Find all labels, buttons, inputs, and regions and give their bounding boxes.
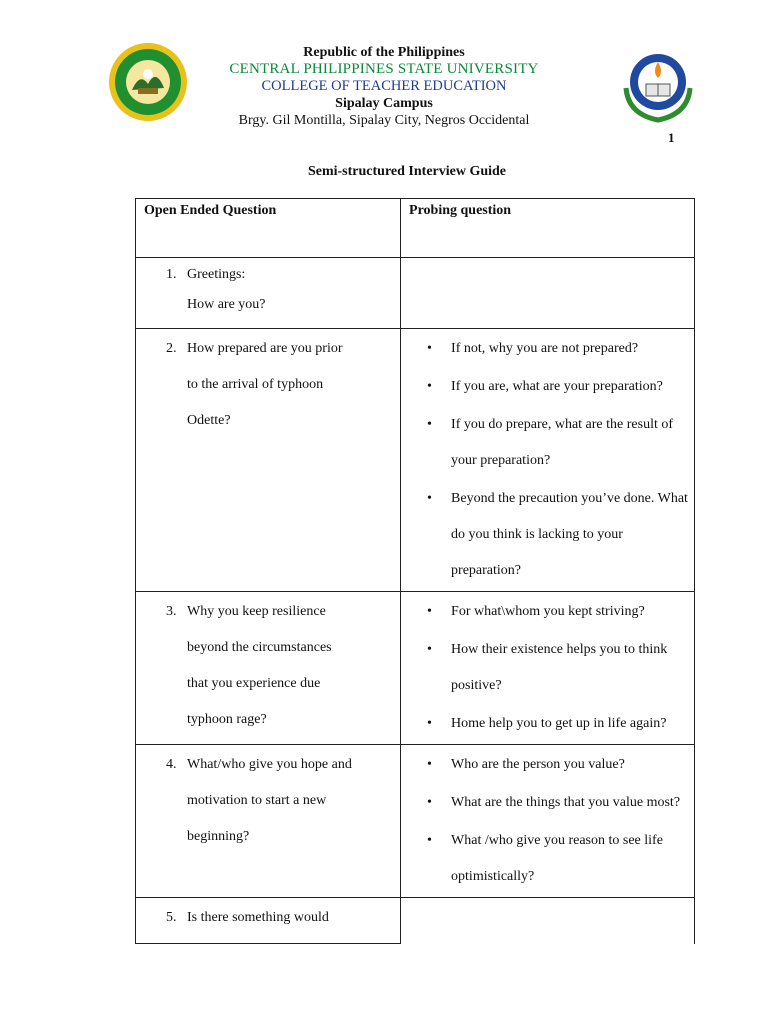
question-line: that you experience due [187,676,321,691]
probe-item: • Home help you to get up in life again? [451,706,688,742]
col-header-open-ended: Open Ended Question [136,199,401,258]
letterhead [0,44,768,129]
question-number: 5. [166,910,177,925]
question-line: beginning? [187,829,250,844]
probe-list [401,592,694,742]
question-line: What/who give you hope and [187,757,352,772]
document-title: Semi-structured Interview Guide [307,164,507,179]
probe-cell [401,258,695,329]
page-number: 1 [668,130,675,145]
probe-item: • Beyond the precaution you’ve done. What do you think is lacking to your preparation? [451,481,688,589]
table-row [136,329,695,592]
probe-item: • For what\whom you kept striving? [451,594,688,630]
probe-list [401,745,694,895]
question-line: Is there something would [187,910,329,925]
question-line: motivation to start a new [187,793,327,808]
question-cell [136,745,401,898]
probe-item: • If not, why you are not prepared? [451,331,688,367]
question-cell [136,329,401,592]
college-name: COLLEGE OF TEACHER EDUCATION [261,78,507,94]
campus-address: Brgy. Gil Montilla, Sipalay City, Negros Occidental [238,113,530,128]
probe-item: • If you do prepare, what are the result of your preparation? [451,407,688,479]
question-line: to the arrival of typhoon [187,377,324,392]
question-line: typhoon rage? [187,712,267,727]
probe-cell [401,329,695,592]
probe-item: • How their existence helps you to think positive? [451,632,688,704]
question-number: 3. [166,604,177,619]
probe-item: • Who are the person you value? [451,747,688,783]
question-cell [136,898,401,944]
table-row [136,258,695,329]
probe-item: • What /who give you reason to see life optimistically? [451,823,688,895]
question-line: Why you keep resilience [187,604,326,619]
question-number: 2. [166,341,177,356]
col-header-probing: Probing question [401,199,695,258]
question-line: How are you? [187,297,266,312]
interview-guide-table [135,198,695,944]
probe-item: • If you are, what are your preparation? [451,369,688,405]
table-header-row [136,199,695,258]
university-name: CENTRAL PHILIPPINES STATE UNIVERSITY [229,61,539,77]
question-number: 4. [166,757,177,772]
campus-name: Sipalay Campus [335,96,433,111]
question-line: Odette? [187,413,231,428]
probe-cell [401,898,695,944]
question-cell [136,258,401,329]
probe-cell [401,745,695,898]
probe-list [401,329,694,589]
probe-item: • What are the things that you value most? [451,785,688,821]
table-row [136,898,695,944]
question-number: 1. [166,267,177,282]
table-row [136,592,695,745]
republic-line: Republic of the Philippines [303,45,465,60]
question-line: How prepared are you prior [187,341,343,356]
question-line: Greetings: [187,267,246,282]
question-line: beyond the circumstances [187,640,332,655]
question-cell [136,592,401,745]
probe-cell [401,592,695,745]
table-row [136,745,695,898]
